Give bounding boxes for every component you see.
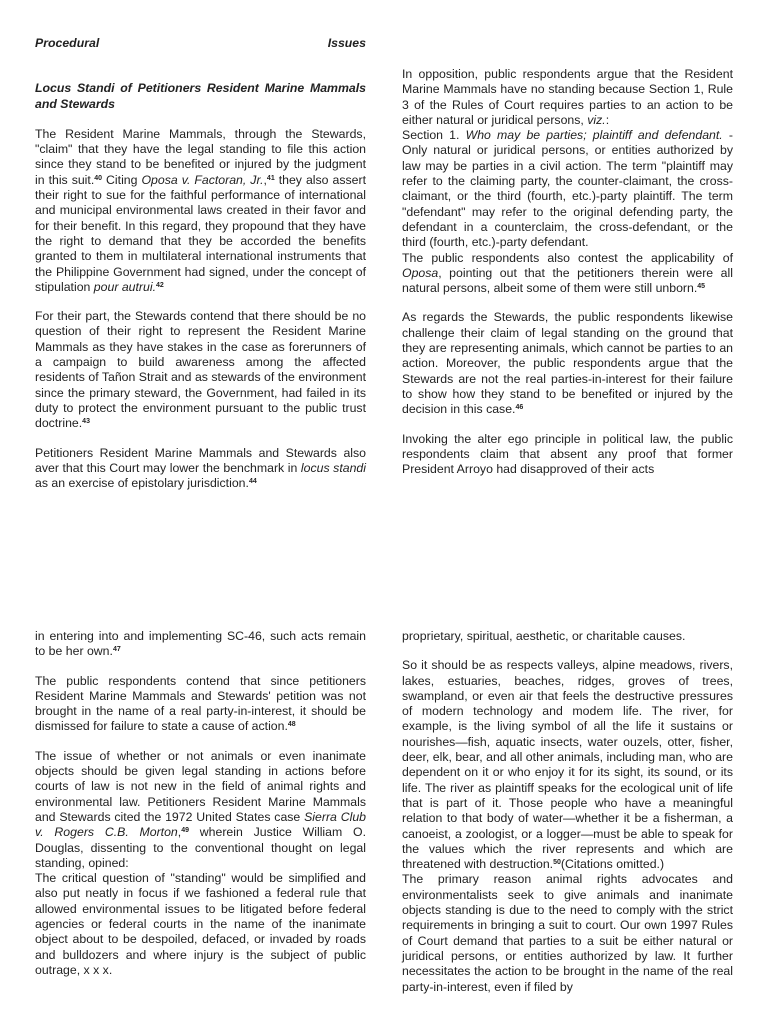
footnote-ref: 42 bbox=[156, 281, 164, 289]
footnote-ref: 47 bbox=[112, 646, 121, 654]
heading-left: Procedural bbox=[35, 36, 100, 50]
top-left-column bbox=[35, 36, 366, 491]
footnote-ref: 50 bbox=[553, 859, 561, 867]
top-right-column bbox=[402, 67, 733, 477]
paragraph: The issue of whether or not animals or even inanimate objects should be given legal standing in actions before courts of law is not new in the field of animal rights and environmental law. Petitioners Resident Marine Mammals and Stewards cited the 1972 United States case Sierra Club v. Rogers C.B. Morton,$^{49}$ wherein Justice William O. Douglas, dissenting to the conventional thought on legal standing, opined: bbox=[35, 748, 366, 870]
footnote-ref: 49 bbox=[181, 827, 189, 835]
footnote-ref: 41 bbox=[266, 174, 275, 182]
paragraph: Petitioners Resident Marine Mammals and Stewards also aver that this Court may lower the benchmark in locus standi as an exercise of epistolary jurisdiction.$^{44}$ bbox=[35, 445, 366, 491]
footnote-ref: 45 bbox=[697, 283, 706, 291]
section-title: Locus Standi of Petitioners Resident Marine Mammals and Stewards bbox=[35, 81, 366, 111]
paragraph: As regards the Stewards, the public respondents likewise challenge their claim of legal standing on the ground that they are representing animals, which cannot be parties to an action. Moreover, the public respondents argue that the Stewards are not the real parties-in-interest for their failure to show how they stand to be benefited or injured by the decision in this case.$^{46}$ bbox=[402, 310, 733, 417]
bottom-right-column bbox=[402, 629, 733, 995]
heading-right: Issues bbox=[327, 36, 366, 50]
bottom-left-column bbox=[35, 629, 366, 978]
paragraph: proprietary, spiritual, aesthetic, or charitable causes. bbox=[402, 629, 686, 643]
paragraph: The public respondents also contest the applicability of Oposa, pointing out that the petitioners therein were all natural persons, albeit some of them were still unborn.$^{45}$ bbox=[402, 250, 733, 296]
paragraph: In opposition, public respondents argue that the Resident Marine Mammals have no standing because Section 1, Rule 3 of the Rules of Court requires parties to an action to be either natural or juridical persons, viz.: bbox=[402, 67, 733, 127]
section-heading bbox=[35, 36, 366, 51]
paragraph: Invoking the alter ego principle in political law, the public respondents claim that absent any proof that former President Arroyo had disapproved of their acts bbox=[402, 431, 733, 477]
footnote-ref: 40 bbox=[94, 174, 103, 182]
paragraph: For their part, the Stewards contend that there should be no question of their right to represent the Resident Marine Mammals as they have stakes in the case as forerunners of a campaign to build awareness among the affected residents of Tañon Strait and as stewards of the environment since the primary steward, the Government, had failed in its duty to protect the environment pursuant to the public trust doctrine.$^{43}$ bbox=[35, 309, 366, 431]
paragraph: The primary reason animal rights advocates and environmentalists seek to give animals and inanimate objects standing is due to the need to comply with the strict requirements in bringing a suit to court. Our own 1997 Rules of Court demand that parties to a suit be either natural or juridical persons, or entities authorized by law. It further necessitates the action to be brought in the name of the real party-in-interest, even if filed by bbox=[402, 872, 733, 994]
footnote-ref: 44 bbox=[248, 478, 257, 486]
quoted-opinion: So it should be as respects valleys, alpine meadows, rivers, lakes, estuaries, beaches, ridges, groves of trees, swampland, or even air that feels the destructive pressures of modern technology and modem life. The river, for example, is the living symbol of all the life it sustains or nourishes—fish, aquatic insects, water ouzels, otter, fisher, deer, elk, bear, and all other animals, including man, who are dependent on it or who enjoy it for its sight, its sound, or its life. The river as plaintiff speaks for the ecological unit of life that is part of it. Those people who have a meaningful relation to that body of water—whether it be a fisherman, a canoeist, a zoologist, or a logger—must be able to speak for the values which the river represents and which are threatened with destruction.$^{50}$(Citations omitted.) bbox=[402, 658, 733, 872]
footnote-ref: 48 bbox=[287, 721, 296, 729]
paragraph: The Resident Marine Mammals, through the Stewards, "claim" that they have the legal standing to file this action since they stand to be benefited or injured by the judgment in this suit.$^{40}$ Citing Oposa v. Factoran, Jr.,$^{41}$ they also assert their right to sue for the faithful performance of international and municipal environmental laws created in their favor and for their benefit. In this regard, they propound that they have the right to demand that they be accorded the benefits granted to them in multilateral international instruments that the Philippine Government had signed, under the concept of stipulation pour autrui.$^{42}$ bbox=[35, 126, 366, 294]
quoted-rule: Section 1. Who may be parties; plaintiff and defendant. - Only natural or juridical persons, or entities authorized by law may be parties in a civil action. The term "plaintiff may refer to the claiming party, the counter-claimant, the cross-claimant, or the third (fourth, etc.)-party plaintiff. The term "defendant" may refer to the original defending party, the defendant in a counterclaim, the cross-defendant, or the third (fourth, etc.)-party defendant. bbox=[402, 128, 733, 250]
paragraph: in entering into and implementing SC-46, such acts remain to be her own.$^{47}$ bbox=[35, 629, 366, 659]
paragraph: The public respondents contend that since petitioners Resident Marine Mammals and Stewards' petition was not brought in the name of a real party-in-interest, it should be dismissed for failure to state a cause of action.$^{48}$ bbox=[35, 673, 366, 734]
footnote-ref: 43 bbox=[82, 418, 90, 426]
footnote-ref: 46 bbox=[515, 404, 524, 412]
quoted-opinion: The critical question of "standing" would be simplified and also put neatly in focus if we fashioned a federal rule that allowed environmental issues to be litigated before federal agencies or federal courts in the name of the inanimate object about to be despoiled, defaced, or invaded by roads and bulldozers and where injury is the subject of public outrage, x x x. bbox=[35, 871, 366, 977]
